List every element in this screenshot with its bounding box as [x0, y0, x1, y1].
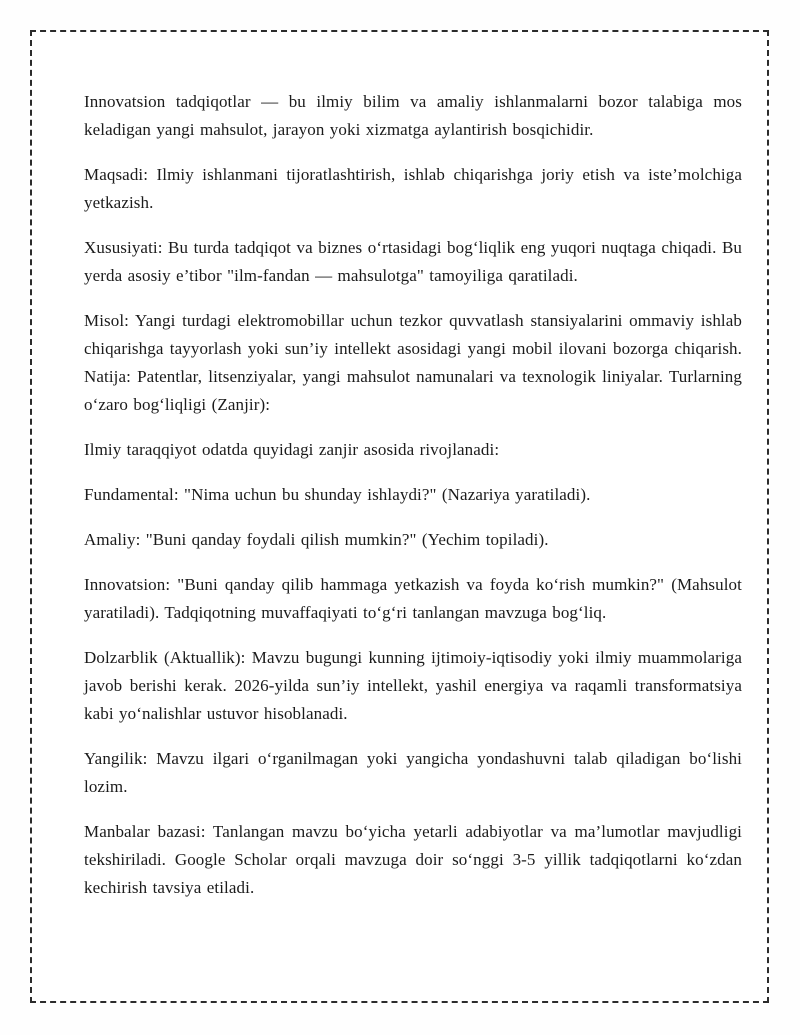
paragraph-yangilik: Yangilik: Mavzu ilgari o‘rganilmagan yoki yangicha yondashuvni talab qiladigan bo‘lishi lozim.	[84, 749, 742, 796]
document-page	[30, 30, 769, 1003]
paragraph-misol: Misol: Yangi turdagi elektromobillar uchun tezkor quvvatlash stansiyalarini ommaviy ishlab chiqarishga tayyorlash yoki sun’iy intellekt asosidagi yangi mobil ilovani bozorga chiqarish. Natija: Patentlar, litsenziyalar, yangi mahsulot namunalari va texnologik liniyalar. Turlarning o‘zaro bog‘liqligi (Zanjir):	[84, 311, 742, 414]
paragraph-xususiyati: Xususiyati: Bu turda tadqiqot va biznes o‘rtasidagi bog‘liqlik eng yuqori nuqtaga chiqadi. Bu yerda asosiy e’tibor "ilm-fandan — mahsulotga" tamoyiliga qaratiladi.	[84, 238, 742, 285]
document-content	[32, 32, 767, 902]
paragraph-fundamental: Fundamental: "Nima uchun bu shunday ishlaydi?" (Nazariya yaratiladi).	[84, 485, 591, 504]
paragraph-maqsadi: Maqsadi: Ilmiy ishlanmani tijoratlashtirish, ishlab chiqarishga joriy etish va iste’molchiga yetkazish.	[84, 165, 742, 212]
paragraph-innovatsion-chain: Innovatsion: "Buni qanday qilib hammaga yetkazish va foyda ko‘rish mumkin?" (Mahsulot yaratiladi). Tadqiqotning muvaffaqiyati to‘g‘ri tanlangan mavzuga bog‘liq.	[84, 575, 742, 622]
paragraph-dolzarblik: Dolzarblik (Aktuallik): Mavzu bugungi kunning ijtimoiy-iqtisodiy yoki ilmiy muammolariga javob berishi kerak. 2026-yilda sun’iy intellekt, yashil energiya va raqamli transformatsiya kabi yo‘nalishlar ustuvor hisoblanadi.	[84, 648, 742, 723]
paragraph-innovatsion-definition: Innovatsion tadqiqotlar — bu ilmiy bilim va amaliy ishlanmalarni bozor talabiga mos keladigan yangi mahsulot, jarayon yoki xizmatga aylantirish bosqichidir.	[84, 92, 742, 139]
paragraph-ilmiy-taraqqiyot: Ilmiy taraqqiyot odatda quyidagi zanjir asosida rivojlanadi:	[84, 440, 500, 459]
paragraph-manbalar-bazasi: Manbalar bazasi: Tanlangan mavzu bo‘yicha yetarli adabiyotlar va ma’lumotlar mavjudligi tekshiriladi. Google Scholar orqali mavzuga doir so‘nggi 3-5 yillik tadqiqotlarni ko‘zdan kechirish tavsiya etiladi.	[84, 822, 742, 897]
paragraph-amaliy: Amaliy: "Buni qanday foydali qilish mumkin?" (Yechim topiladi).	[84, 530, 549, 549]
